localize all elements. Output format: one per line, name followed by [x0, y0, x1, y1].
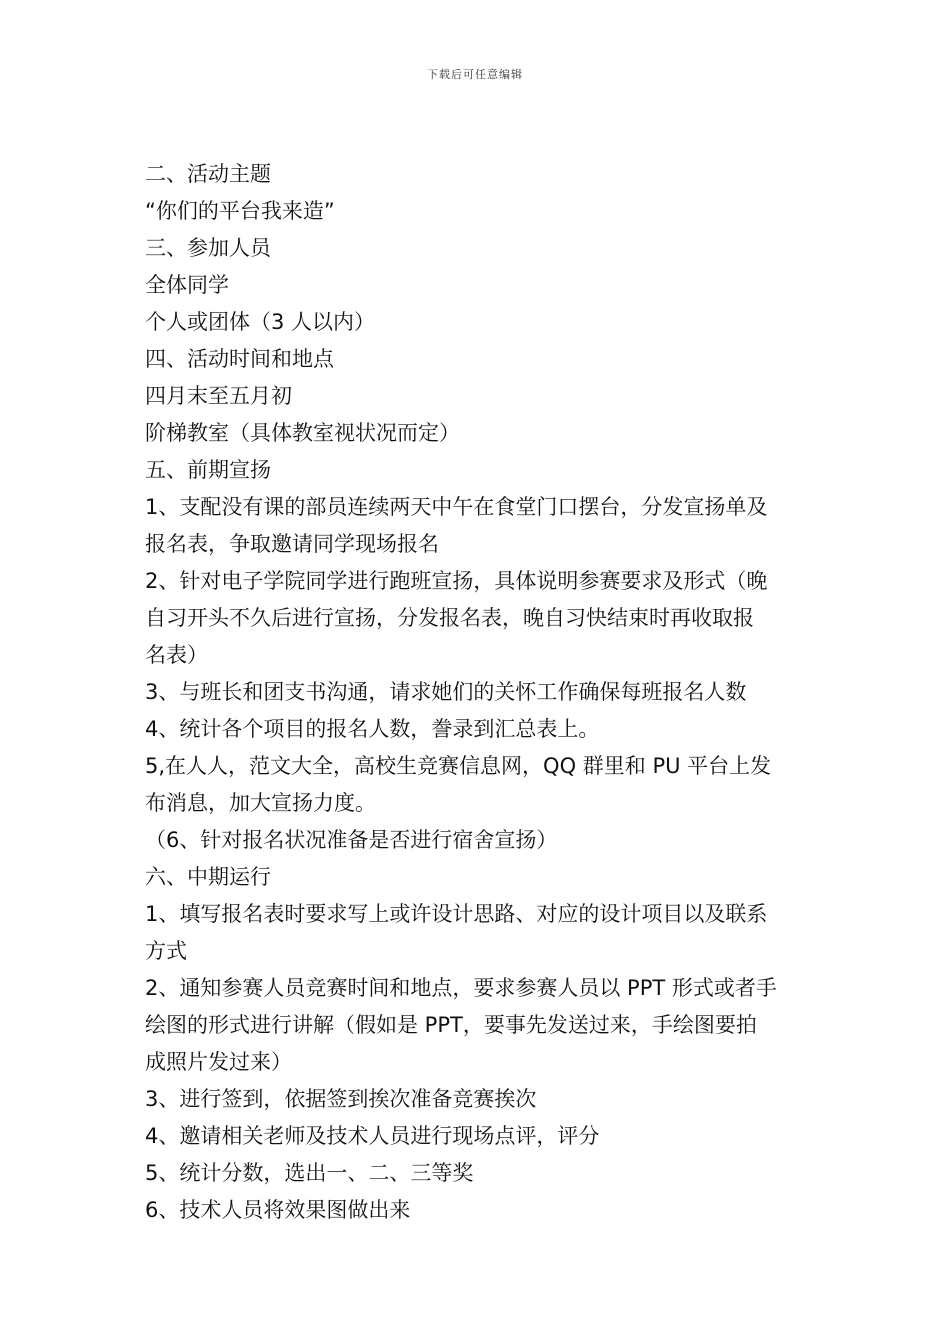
body-line: 2、通知参赛人员竞赛时间和地点，要求参赛人员以 PPT 形式或者手 — [145, 976, 777, 1000]
body-line: 阶梯教室（具体教室视状况而定） — [145, 421, 460, 445]
body-line: 名表） — [145, 643, 208, 667]
body-line: 报名表，争取邀请同学现场报名 — [145, 532, 439, 556]
body-line: 6、技术人员将效果图做出来 — [145, 1198, 411, 1222]
body-line: 布消息，加大宣扬力度。 — [145, 791, 376, 815]
section-heading-participants: 三、参加人员 — [145, 236, 271, 260]
document-body — [145, 156, 813, 1229]
section-heading-promotion: 五、前期宣扬 — [145, 458, 271, 482]
body-line: 5、统计分数，选出一、二、三等奖 — [145, 1161, 474, 1185]
body-line: 绘图的形式进行讲解（假如是 PPT，要事先发送过来，手绘图要拍 — [145, 1013, 757, 1037]
body-line: 3、进行签到，依据签到挨次准备竞赛挨次 — [145, 1087, 537, 1111]
body-line: 2、针对电子学院同学进行跑班宣扬，具体说明参赛要求及形式（晚 — [145, 569, 768, 593]
section-heading-time-place: 四、活动时间和地点 — [145, 347, 334, 371]
header-note: 下载后可任意编辑 — [427, 68, 523, 81]
body-line: 成照片发过来） — [145, 1050, 292, 1074]
body-line: 4、统计各个项目的报名人数，誊录到汇总表上。 — [145, 717, 600, 741]
body-line: 3、与班长和团支书沟通，请求她们的关怀工作确保每班报名人数 — [145, 680, 747, 704]
body-line: 4、邀请相关老师及技术人员进行现场点评，评分 — [145, 1124, 600, 1148]
section-heading-theme: 二、活动主题 — [145, 162, 271, 186]
body-line: “你们的平台我来造” — [145, 199, 335, 223]
body-line: 方式 — [145, 939, 187, 963]
body-line: 1、支配没有课的部员连续两天中午在食堂门口摆台，分发宣扬单及 — [145, 495, 768, 519]
body-line: 个人或团体（3 人以内） — [145, 310, 376, 334]
body-line: 1、填写报名表时要求写上或许设计思路、对应的设计项目以及联系 — [145, 902, 768, 926]
body-line: 5,在人人，范文大全，高校生竞赛信息网，QQ 群里和 PU 平台上发 — [145, 754, 772, 778]
body-line: （6、针对报名状况准备是否进行宿舍宣扬） — [145, 828, 558, 852]
body-line: 全体同学 — [145, 273, 229, 297]
body-line: 自习开头不久后进行宣扬，分发报名表，晚自习快结束时再收取报 — [145, 606, 754, 630]
section-heading-midterm: 六、中期运行 — [145, 865, 271, 889]
body-line: 四月末至五月初 — [145, 384, 292, 408]
